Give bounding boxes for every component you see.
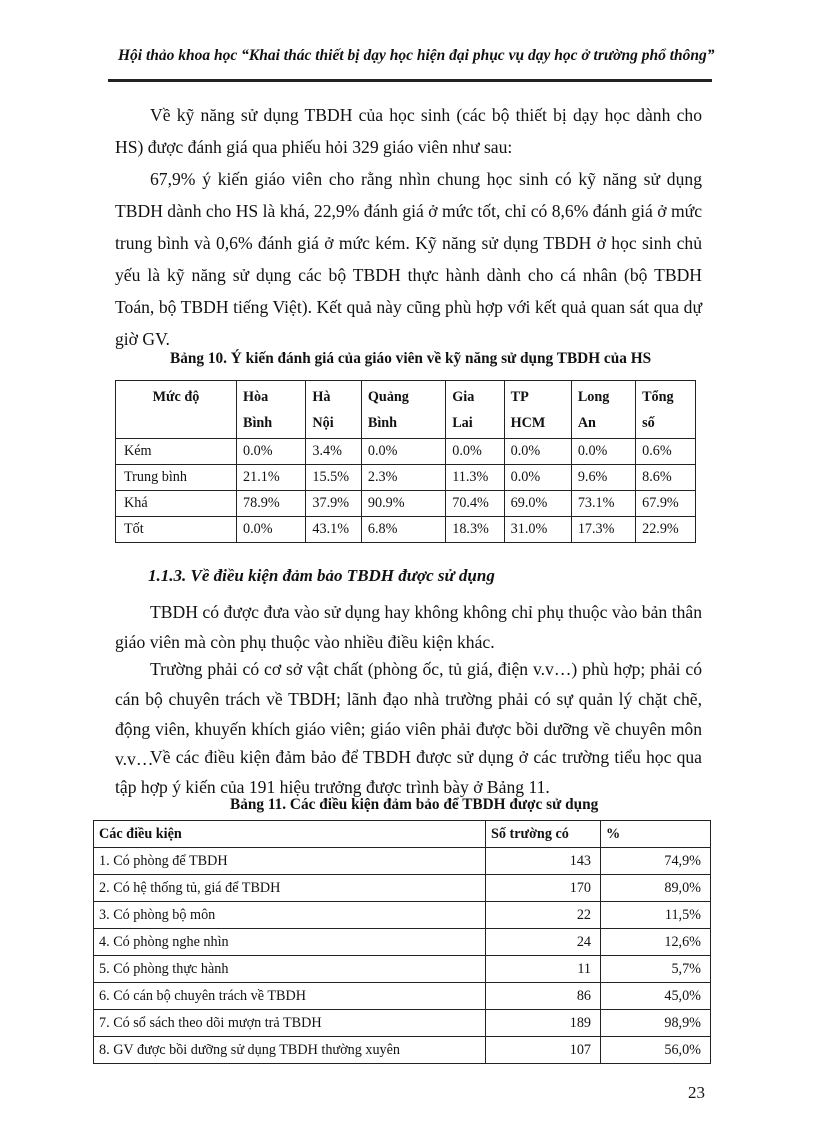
paragraph-intro: Về kỹ năng sử dụng TBDH của học sinh (các bộ thiết bị dạy học dành cho HS) được đánh giá qua phiếu hỏi 329 giáo viên như sau: — [115, 105, 702, 157]
table11-cell: 3. Có phòng bộ môn — [94, 902, 486, 929]
table10-caption: Bảng 10. Ý kiến đánh giá của giáo viên về kỹ năng sử dụng TBDH của HS — [170, 350, 652, 367]
table10-cell: 43.1% — [306, 517, 362, 543]
table10-header-cell: Gia Lai — [446, 381, 504, 439]
table11-cell: 22 — [486, 902, 601, 929]
table10-cell: 73.1% — [571, 491, 635, 517]
table11-cell: 4. Có phòng nghe nhìn — [94, 929, 486, 956]
table11-cell: 170 — [486, 875, 601, 902]
table10-cell: 22.9% — [636, 517, 696, 543]
table10-header-row — [116, 381, 696, 439]
table11-cell: 11 — [486, 956, 601, 983]
table10-header-cell: Long An — [571, 381, 635, 439]
table11-cell: 89,0% — [601, 875, 711, 902]
table10-header-cell: Tổng số — [636, 381, 696, 439]
paragraph-conditions-list: Trường phải có cơ sở vật chất (phòng ốc, tủ giá, điện v.v…) phù hợp; phải có cán bộ chuyên trách về TBDH; lãnh đạo nhà trường phải có sự quản lý chặt chẽ, động viên, khuyến khích giáo viên; giáo viên phải được bồi dưỡng về chuyên môn v.v… — [115, 659, 702, 769]
table10-header-cell: Hòa Bình — [237, 381, 306, 439]
table10-cell: 6.8% — [361, 517, 445, 543]
table11-cell: 98,9% — [601, 1010, 711, 1037]
table10-cell: Trung bình — [116, 465, 237, 491]
table10-cell: 21.1% — [237, 465, 306, 491]
table11-cell: 7. Có sổ sách theo dõi mượn trả TBDH — [94, 1010, 486, 1037]
paragraph-conditions-intro: TBDH có được đưa vào sử dụng hay không không chỉ phụ thuộc vào bản thân giáo viên mà còn phụ thuộc vào nhiều điều kiện khác. — [115, 602, 702, 652]
table11-cell: 6. Có cán bộ chuyên trách về TBDH — [94, 983, 486, 1010]
table10-cell: 0.0% — [504, 439, 571, 465]
table-row — [116, 491, 696, 517]
table10-cell: 78.9% — [237, 491, 306, 517]
table11-caption: Bảng 11. Các điều kiện đảm bảo để TBDH được sử dụng — [230, 796, 599, 813]
table11-cell: 86 — [486, 983, 601, 1010]
table10-cell: 15.5% — [306, 465, 362, 491]
section-heading: 1.1.3. Về điều kiện đảm bảo TBDH được sử dụng — [148, 566, 495, 585]
table-row — [94, 929, 711, 956]
table11-cell: 5,7% — [601, 956, 711, 983]
table11-cell: 74,9% — [601, 848, 711, 875]
table10-header-cell: Mức độ — [116, 381, 237, 439]
table10-cell: Kém — [116, 439, 237, 465]
table-row — [116, 517, 696, 543]
table10-cell: 3.4% — [306, 439, 362, 465]
table10-cell: 17.3% — [571, 517, 635, 543]
table10-cell: 2.3% — [361, 465, 445, 491]
table11-header-cell: Số trường có — [486, 821, 601, 848]
header-rule — [108, 79, 712, 82]
table10-cell: 37.9% — [306, 491, 362, 517]
table11-cell: 56,0% — [601, 1037, 711, 1064]
table10-cell: 0.0% — [237, 517, 306, 543]
table11-cell: 5. Có phòng thực hành — [94, 956, 486, 983]
table10-cell: 0.0% — [446, 439, 504, 465]
table10-cell: 0.6% — [636, 439, 696, 465]
table-row — [116, 465, 696, 491]
table11-cell: 11,5% — [601, 902, 711, 929]
table10-header-cell: Hà Nội — [306, 381, 362, 439]
table10 — [115, 380, 696, 543]
table11-cell: 143 — [486, 848, 601, 875]
table10-header-cell: Quảng Bình — [361, 381, 445, 439]
table-row — [94, 848, 711, 875]
table11-cell: 2. Có hệ thống tủ, giá để TBDH — [94, 875, 486, 902]
table10-header-cell: TP HCM — [504, 381, 571, 439]
table11-cell: 24 — [486, 929, 601, 956]
table10-cell: 0.0% — [361, 439, 445, 465]
table-row — [94, 956, 711, 983]
table11 — [93, 820, 711, 1064]
table10-cell: 18.3% — [446, 517, 504, 543]
page-number: 23 — [688, 1083, 705, 1102]
table-row — [94, 875, 711, 902]
paragraph-table11-intro: Về các điều kiện đảm bảo để TBDH được sử dụng ở các trường tiểu học qua tập hợp ý kiến của 191 hiệu trưởng được trình bày ở Bảng 11. — [115, 747, 702, 797]
table11-cell: 8. GV được bồi dưỡng sử dụng TBDH thường xuyên — [94, 1037, 486, 1064]
running-header: Hội thảo khoa học “Khai thác thiết bị dạy học hiện đại phục vụ dạy học ở trường phổ thông” — [118, 47, 715, 64]
table10-cell: Khá — [116, 491, 237, 517]
table-row — [94, 902, 711, 929]
table10-cell: 9.6% — [571, 465, 635, 491]
table10-cell: 69.0% — [504, 491, 571, 517]
table11-cell: 1. Có phòng để TBDH — [94, 848, 486, 875]
table10-cell: 0.0% — [504, 465, 571, 491]
table11-header-cell: % — [601, 821, 711, 848]
table-row — [116, 439, 696, 465]
table-row — [94, 1037, 711, 1064]
table10-cell: 67.9% — [636, 491, 696, 517]
table10-cell: 11.3% — [446, 465, 504, 491]
table10-cell: 31.0% — [504, 517, 571, 543]
table10-cell: 90.9% — [361, 491, 445, 517]
table10-cell: 0.0% — [237, 439, 306, 465]
table11-cell: 189 — [486, 1010, 601, 1037]
table10-cell: 0.0% — [571, 439, 635, 465]
table11-cell: 12,6% — [601, 929, 711, 956]
table11-cell: 107 — [486, 1037, 601, 1064]
table-row — [94, 1010, 711, 1037]
paragraph-summary: 67,9% ý kiến giáo viên cho rằng nhìn chung học sinh có kỹ năng sử dụng TBDH dành cho HS là khá, 22,9% đánh giá ở mức tốt, chỉ có 8,6% đánh giá ở mức trung bình và 0,6% đánh giá ở mức kém. Kỹ năng sử dụng TBDH ở học sinh chủ yếu là kỹ năng sử dụng các bộ TBDH thực hành dành cho cá nhân (bộ TBDH Toán, bộ TBDH tiếng Việt). Kết quả này cũng phù hợp với kết quả quan sát qua dự giờ GV. — [115, 169, 702, 349]
table10-cell: 70.4% — [446, 491, 504, 517]
table11-header-cell: Các điều kiện — [94, 821, 486, 848]
table10-cell: Tốt — [116, 517, 237, 543]
table-row — [94, 983, 711, 1010]
table11-header-row — [94, 821, 711, 848]
table11-cell: 45,0% — [601, 983, 711, 1010]
table10-cell: 8.6% — [636, 465, 696, 491]
